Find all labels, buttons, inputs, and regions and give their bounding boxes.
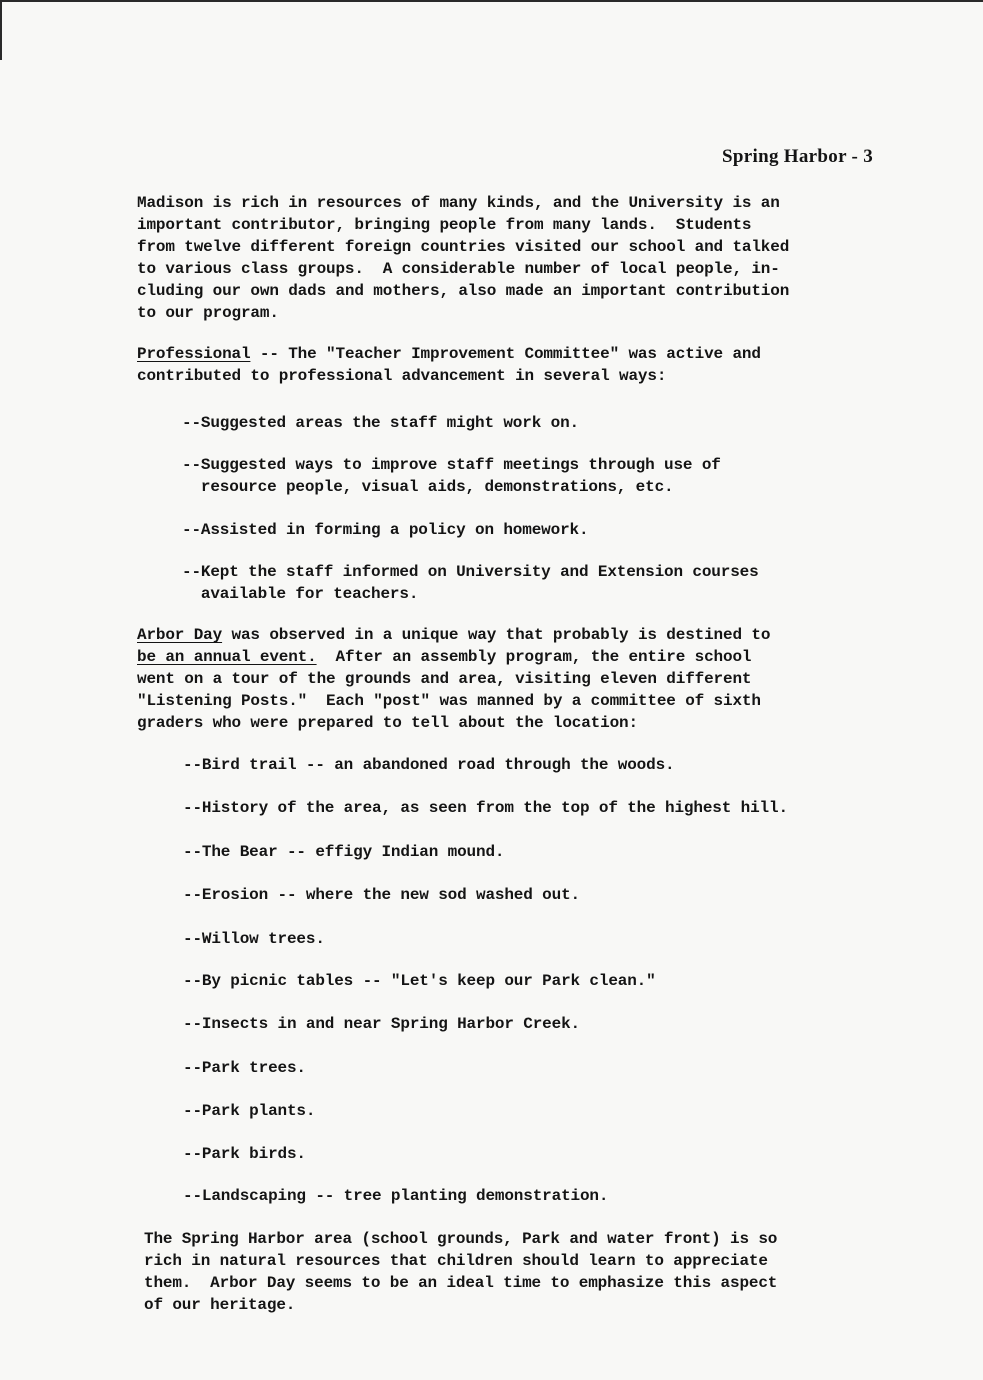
intro-line: important contributor, bringing people from many lands. Students — [137, 216, 752, 234]
arbor-day-item: --Park plants. — [183, 1102, 316, 1120]
intro-line: from twelve different foreign countries visited our school and talked — [137, 238, 790, 256]
arbor-day-item: --History of the area, as seen from the top of the highest hill. — [183, 799, 788, 817]
professional-line: contributed to professional advancement in several ways: — [137, 367, 667, 385]
closing-paragraph: The Spring Harbor area (school grounds, Park and water front) is so rich in natural resources that children should learn to appreciate them. Arbor Day seems to be an ideal time to emphasize this aspect of our heritage. — [144, 1230, 778, 1314]
professional-item: --Suggested ways to improve staff meetings through use of resource people, visual aids, demonstrations, etc. — [182, 456, 721, 496]
arbor-day-item: --Willow trees. — [183, 930, 325, 948]
intro-line: cluding our own dads and mothers, also made an important contribution — [137, 282, 790, 300]
arbor-day-item: --By picnic tables -- "Let's keep our Park clean." — [183, 972, 656, 990]
arbor-day-item: --The Bear -- effigy Indian mound. — [183, 843, 505, 861]
intro-line: to various class groups. A considerable number of local people, in- — [137, 260, 780, 278]
professional-line: -- The "Teacher Improvement Committee" was active and — [250, 345, 761, 363]
scan-top-edge — [0, 0, 983, 2]
arbor-day-item: --Park birds. — [183, 1145, 306, 1163]
professional-item: --Kept the staff informed on University and Extension courses available for teachers. — [182, 563, 759, 603]
intro-line: to our program. — [137, 304, 279, 322]
arbor-day-item: --Landscaping -- tree planting demonstration. — [183, 1187, 609, 1205]
arbor-day-heading: Arbor Day — [137, 626, 223, 644]
professional-heading: Professional — [137, 345, 251, 363]
professional-paragraph — [137, 343, 761, 387]
intro-paragraph — [137, 192, 789, 324]
professional-item: --Suggested areas the staff might work on. — [182, 414, 579, 432]
professional-item: --Assisted in forming a policy on homework. — [182, 521, 589, 539]
arbor-day-item: --Insects in and near Spring Harbor Creek. — [183, 1015, 580, 1033]
intro-line: Madison is rich in resources of many kinds, and the University is an — [137, 194, 780, 212]
page-header: Spring Harbor - 3 — [722, 146, 873, 167]
arbor-day-paragraph: Arbor Day was observed in a unique way that probably is destined to be an annual event. After an assembly program, the entire school went on a tour of the grounds and area, visiting eleven different "Listening Posts." Each "post" was manned by a committee of sixth graders who were prepared to tell about the location: — [137, 626, 771, 732]
scan-left-edge — [0, 0, 2, 60]
arbor-day-item: --Erosion -- where the new sod washed out. — [183, 886, 580, 904]
arbor-day-item: --Bird trail -- an abandoned road through the woods. — [183, 756, 675, 774]
arbor-day-item: --Park trees. — [183, 1059, 306, 1077]
